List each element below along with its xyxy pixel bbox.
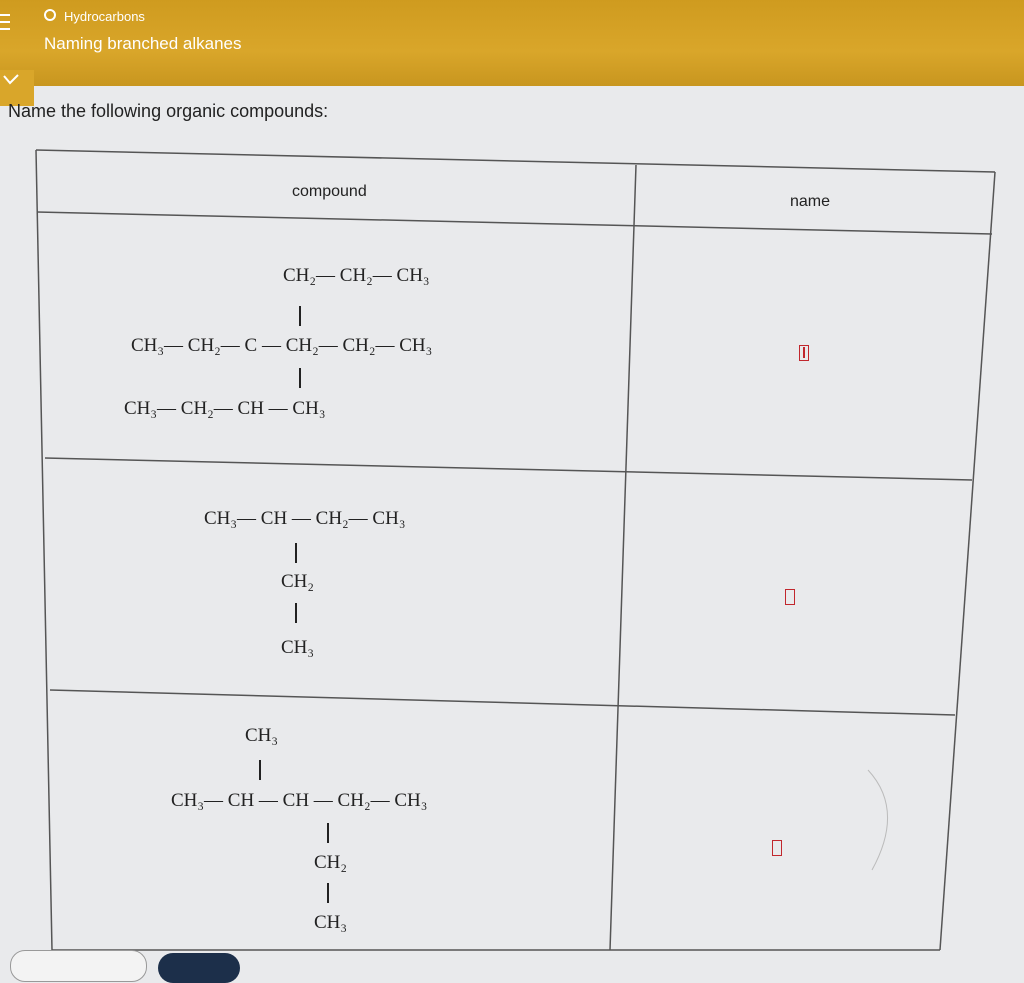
c3-branch-1: CH₂	[314, 852, 348, 873]
instruction-text: Name the following organic compounds:	[8, 101, 329, 121]
c1-bottom-chain: CH₃— CH₂— CH — CH₃	[124, 398, 326, 419]
c2-main-chain: CH₃— CH — CH₂— CH₃	[204, 508, 406, 529]
name-header: name	[790, 193, 831, 210]
c3-branch-2: CH₃	[314, 912, 348, 933]
c1-bond-down	[299, 368, 301, 388]
c1-bond-up	[299, 306, 301, 326]
c2-bond-1	[295, 543, 297, 563]
c3-bond-2	[327, 883, 329, 903]
explanation-button[interactable]	[10, 950, 147, 982]
compound-header: compound	[292, 183, 367, 200]
answer-input-2[interactable]	[785, 589, 795, 605]
c3-bond-up	[259, 760, 261, 780]
c2-branch-2: CH₃	[281, 637, 315, 658]
c2-branch-1: CH₂	[281, 571, 315, 592]
c1-main-chain: CH₃— CH₂— C — CH₂— CH₂— CH₃	[131, 335, 433, 356]
c2-bond-2	[295, 603, 297, 623]
check-button[interactable]	[158, 953, 240, 983]
topic-label: Hydrocarbons	[64, 9, 145, 24]
c3-bond-1	[327, 823, 329, 843]
c1-top-chain: CH₂— CH₂— CH₃	[283, 265, 430, 286]
answer-input-1[interactable]	[799, 345, 809, 361]
answer-input-3[interactable]	[772, 840, 782, 856]
c3-main-chain: CH₃— CH — CH — CH₂— CH₃	[171, 790, 428, 811]
c3-top-branch: CH₃	[245, 725, 279, 746]
subtopic-title: Naming branched alkanes	[44, 34, 242, 53]
